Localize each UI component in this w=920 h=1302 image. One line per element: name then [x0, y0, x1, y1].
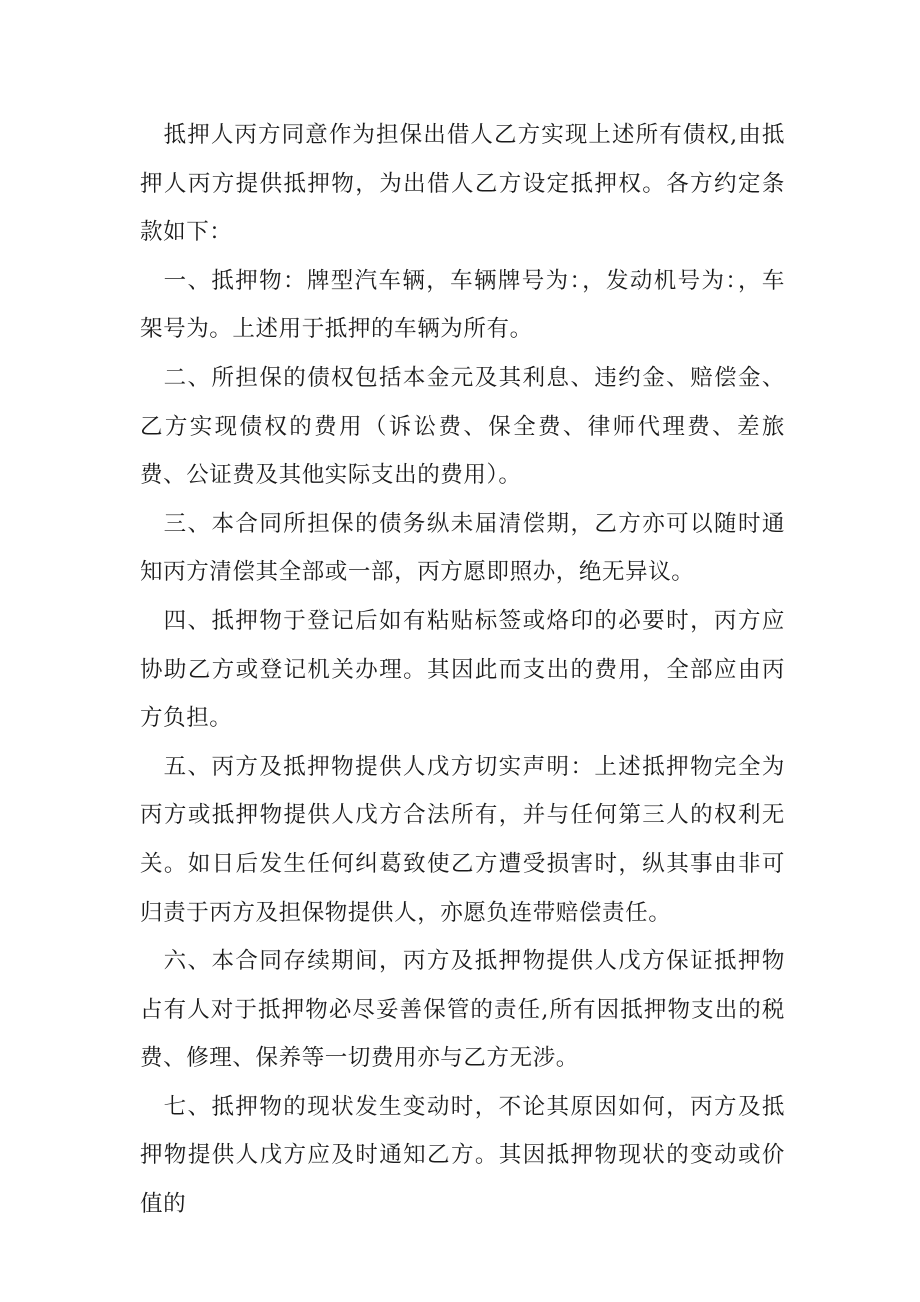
- paragraph-clause-2: 二、所担保的债权包括本金元及其利息、违约金、赔偿金、乙方实现债权的费用（诉讼费、保全费、律师代理费、差旅费、公证费及其他实际支出的费用）。: [140, 364, 785, 489]
- paragraph-clause-6: 六、本合同存续期间，丙方及抵押物提供人戊方保证抵押物占有人对于抵押物必尽妥善保管的责任,所有因抵押物支出的税费、修理、保养等一切费用亦与乙方无涉。: [140, 948, 785, 1072]
- paragraph-clause-1: 一、抵押物：牌型汽车辆，车辆牌号为：，发动机号为：，车架号为。上述用于抵押的车辆为所有。: [140, 267, 785, 343]
- paragraph-clause-3: 三、本合同所担保的债务纵未届清偿期，乙方亦可以随时通知丙方清偿其全部或一部，丙方愿即照办，绝无异议。: [140, 510, 785, 586]
- paragraph-clause-7: 七、抵押物的现状发生变动时，不论其原因如何，丙方及抵押物提供人戊方应及时通知乙方。其因抵押物现状的变动或价值的: [140, 1093, 785, 1218]
- document-body: [140, 111, 785, 1229]
- paragraph-clause-5: 五、丙方及抵押物提供人戊方切实声明：上述抵押物完全为丙方或抵押物提供人戊方合法所有，并与任何第三人的权利无关。如日后发生任何纠葛致使乙方遭受损害时，纵其事由非可归责于丙方及担保物提供人，亦愿负连带赔偿责任。: [140, 753, 785, 926]
- paragraph-clause-4: 四、抵押物于登记后如有粘贴标签或烙印的必要时，丙方应协助乙方或登记机关办理。其因此而支出的费用，全部应由丙方负担。: [140, 607, 785, 732]
- paragraph-intro: 抵押人丙方同意作为担保出借人乙方实现上述所有债权,由抵押人丙方提供抵押物，为出借人乙方设定抵押权。各方约定条款如下：: [140, 122, 785, 246]
